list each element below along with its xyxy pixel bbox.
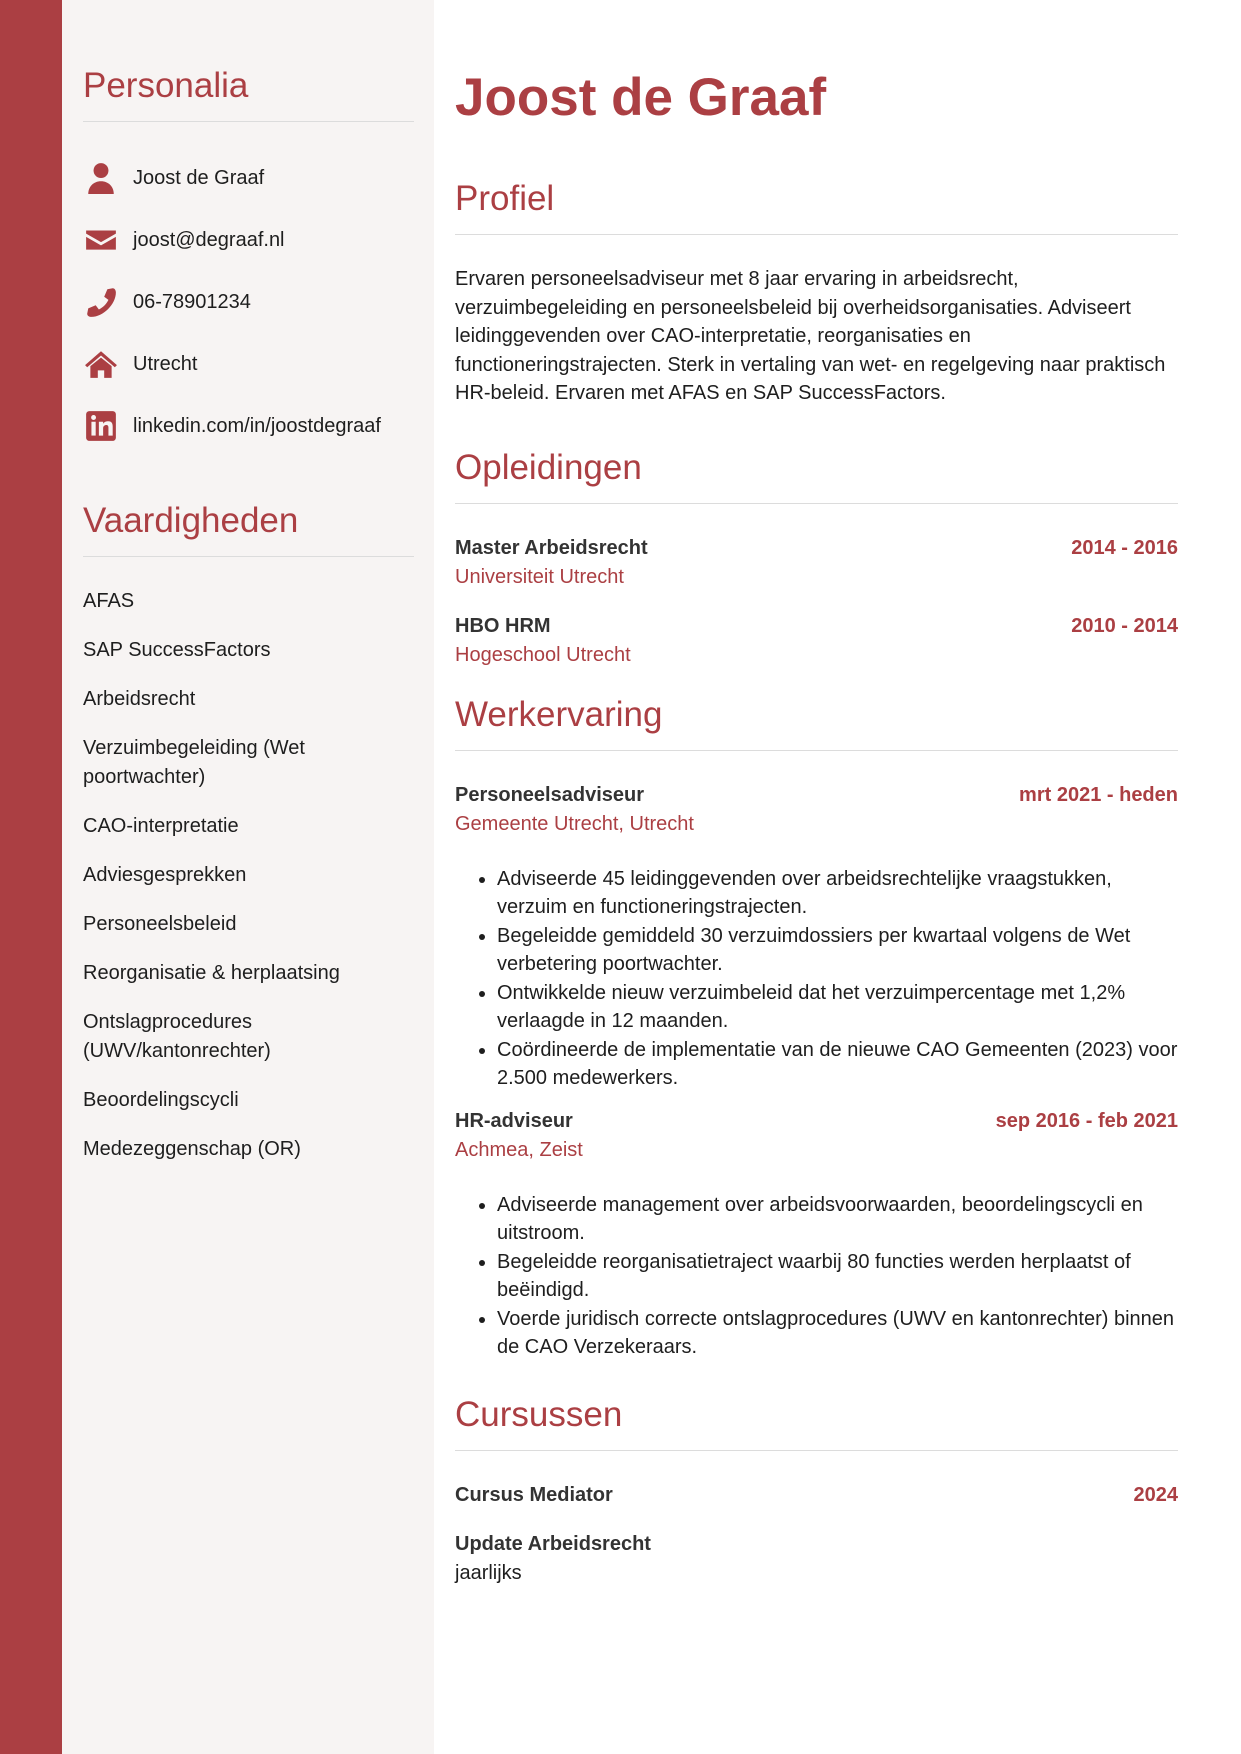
- skill-item: AFAS: [83, 590, 135, 612]
- education-title: HBO HRM: [455, 614, 551, 637]
- person-icon: [83, 160, 119, 196]
- profile-text: Ervaren personeelsadviseur met 8 jaar ervaring in arbeidsrecht, verzuimbegeleiding en personeelsbeleid bij overheidsorganisaties. Adviseert leidinggevenden over CAO-interpretatie, reorganisaties en functioneringstrajecten. Sterk in vertaling van wet- en regelgeving naar praktisch HR-beleid. Ervaren met AFAS en SAP SuccessFactors.: [455, 268, 1166, 404]
- skill-item: Medezeggenschap (OR): [83, 1138, 301, 1160]
- job-bullet: • Ontwikkelde nieuw verzuimbeleid dat het verzuimpercentage met 1,2% verlaagde in 12 maanden.: [497, 979, 1178, 1036]
- education-date: 2014 - 2016: [1071, 536, 1178, 559]
- skill-item: Reorganisatie & herplaatsing: [83, 962, 340, 984]
- work-entry: [455, 781, 1178, 1093]
- contact-list: [83, 147, 414, 457]
- job-bullets: [455, 1191, 1178, 1362]
- home-icon: [83, 346, 119, 382]
- job-bullet: • Begeleidde gemiddeld 30 verzuimdossiers per kwartaal volgens de Wet verbetering poortwachter.: [497, 922, 1178, 979]
- personal-heading: Personalia: [83, 64, 414, 122]
- contact-name: [83, 147, 414, 209]
- skills-heading: Vaardigheden: [83, 499, 414, 557]
- sidebar: [62, 0, 434, 1754]
- education-date: 2010 - 2014: [1071, 614, 1178, 637]
- skill-item: Arbeidsrecht: [83, 688, 196, 710]
- contact-location-text: Utrecht: [133, 352, 198, 375]
- contact-email[interactable]: [83, 209, 414, 271]
- education-title: Master Arbeidsrecht: [455, 536, 648, 559]
- education-institution: Hogeschool Utrecht: [455, 643, 631, 666]
- contact-phone[interactable]: [83, 271, 414, 333]
- envelope-icon: [83, 222, 119, 258]
- courses-heading: Cursussen: [455, 1393, 1178, 1451]
- job-company: Gemeente Utrecht, Utrecht: [455, 812, 694, 835]
- contact-location: [83, 333, 414, 395]
- job-date: mrt 2021 - heden: [1019, 783, 1178, 806]
- skill-item: SAP SuccessFactors: [83, 639, 271, 661]
- job-company: Achmea, Zeist: [455, 1138, 583, 1161]
- profile-heading: Profiel: [455, 177, 1178, 235]
- course-entry: [455, 1481, 1178, 1510]
- job-title: HR-adviseur: [455, 1109, 573, 1132]
- contact-linkedin[interactable]: [83, 395, 414, 457]
- main-content: [455, 0, 1178, 1608]
- course-note: jaarlijks: [455, 1561, 522, 1584]
- job-bullet: • Begeleidde reorganisatietraject waarbij 80 functies werden herplaatst of beëindigd.: [497, 1248, 1178, 1305]
- course-title: Cursus Mediator: [455, 1483, 613, 1506]
- work-entry: [455, 1107, 1178, 1362]
- course-date: 2024: [1133, 1483, 1178, 1506]
- contact-email-text[interactable]: joost@degraaf.nl: [133, 228, 285, 251]
- contact-linkedin-text[interactable]: linkedin.com/in/joostdegraaf: [133, 414, 381, 437]
- skill-item: Ontslagprocedures (UWV/kantonrechter): [83, 1011, 271, 1062]
- job-bullet: • Adviseerde management over arbeidsvoorwaarden, beoordelingscycli en uitstroom.: [497, 1191, 1178, 1248]
- skill-item: Adviesgesprekken: [83, 864, 247, 886]
- work-list: [455, 781, 1178, 1362]
- linkedin-icon: [83, 408, 119, 444]
- contact-phone-text[interactable]: 06-78901234: [133, 290, 251, 313]
- skill-item: Verzuimbegeleiding (Wet poortwachter): [83, 737, 305, 788]
- education-entry: [455, 612, 1178, 670]
- course-title: Update Arbeidsrecht: [455, 1532, 651, 1555]
- skill-item: Personeelsbeleid: [83, 913, 237, 935]
- job-bullet: • Voerde juridisch correcte ontslagprocedures (UWV en kantonrechter) binnen de CAO Verzekeraars.: [497, 1305, 1178, 1362]
- contact-name-text: Joost de Graaf: [133, 166, 265, 189]
- skill-item: Beoordelingscycli: [83, 1089, 239, 1111]
- education-entry: [455, 534, 1178, 592]
- phone-icon: [83, 284, 119, 320]
- education-institution: Universiteit Utrecht: [455, 565, 624, 588]
- job-date: sep 2016 - feb 2021: [995, 1109, 1178, 1132]
- skills-list: [83, 587, 414, 1164]
- course-list: [455, 1481, 1178, 1588]
- job-title: Personeelsadviseur: [455, 783, 644, 806]
- accent-bar: [0, 0, 62, 1754]
- education-heading: Opleidingen: [455, 446, 1178, 504]
- course-entry: [455, 1530, 1178, 1588]
- job-bullets: [455, 865, 1178, 1093]
- candidate-name: Joost de Graaf: [455, 68, 827, 127]
- skill-item: CAO-interpretatie: [83, 815, 239, 837]
- education-list: [455, 534, 1178, 670]
- work-heading: Werkervaring: [455, 693, 1178, 751]
- job-bullet: • Adviseerde 45 leidinggevenden over arbeidsrechtelijke vraagstukken, verzuim en functioneringstrajecten.: [497, 865, 1178, 922]
- job-bullet: • Coördineerde de implementatie van de nieuwe CAO Gemeenten (2023) voor 2.500 medewerkers.: [497, 1036, 1178, 1093]
